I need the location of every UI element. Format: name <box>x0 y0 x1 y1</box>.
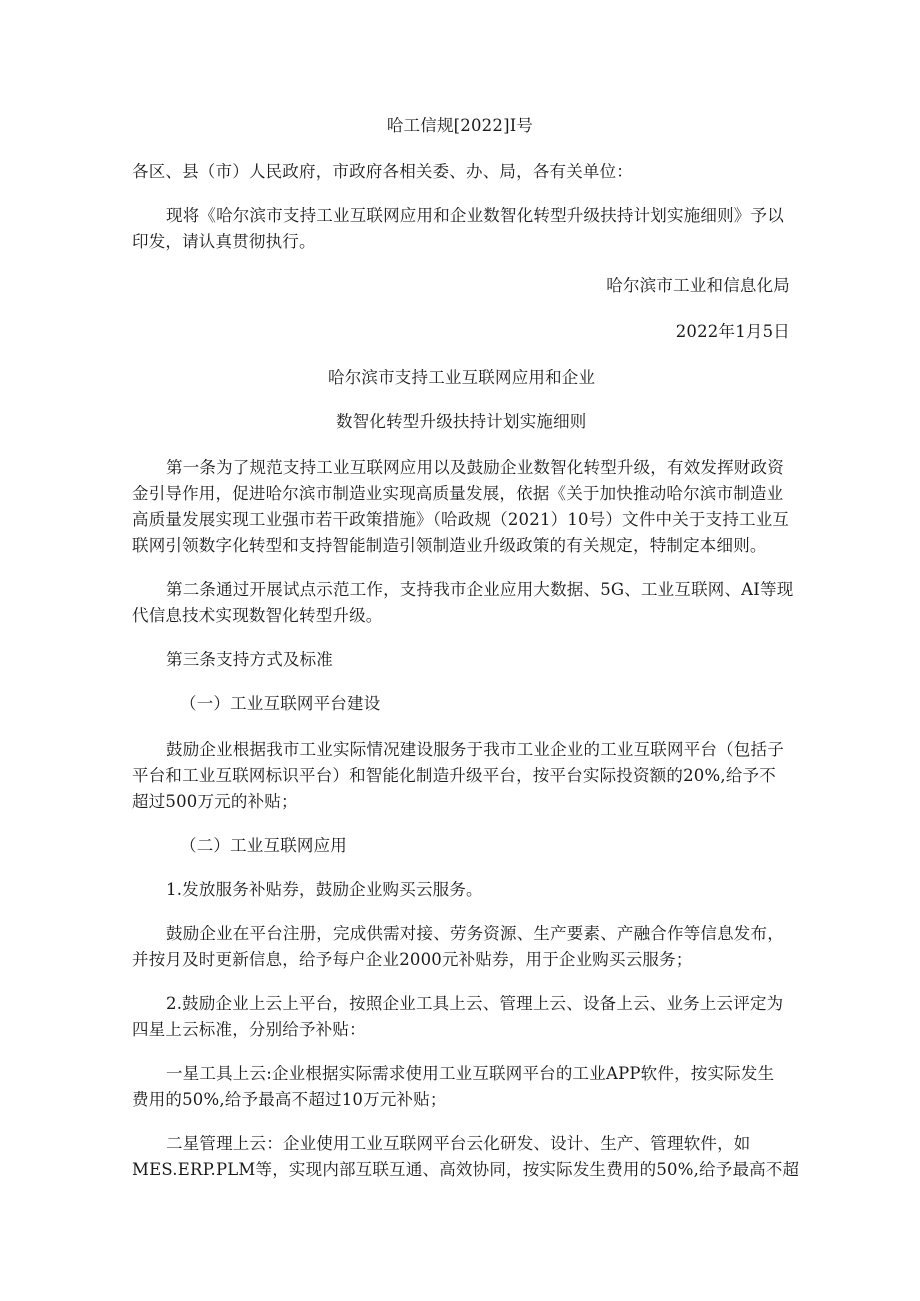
issue-date: 2022年1月5日 <box>675 322 790 341</box>
notice-line: 印发，请认真贯彻执行。 <box>132 232 316 251</box>
article1-line: 高质量发展实现工业强市若干政策措施》（哈政规（2021）10号）文件中关于支持工业互 <box>132 510 790 529</box>
item1-heading: 1.发放服务补贴券，鼓励企业购买云服务。 <box>166 880 483 899</box>
salutation: 各区、县（市）人民政府，市政府各相关委、办、局，各有关单位： <box>132 162 633 181</box>
star1-line: 费用的50%,给予最高不超过10万元补贴； <box>132 1090 447 1109</box>
item1-line: 并按月及时更新信息，给予每户企业2000元补贴券，用于企业购买云服务； <box>132 950 693 969</box>
star2-line: MES.ERP.PLM等，实现内部互联互通、高效协同，按实际发生费用的50%,给予最高不超 <box>132 1160 800 1179</box>
item2-line: 2.鼓励企业上云上平台，按照企业工具上云、管理上云、设备上云、业务上云评定为 <box>166 994 784 1013</box>
article1-line: 金引导作用，促进哈尔滨市制造业实现高质量发展，依据《关于加快推动哈尔滨市制造业 <box>132 484 784 503</box>
article3-heading: 第三条支持方式及标准 <box>166 650 333 669</box>
item1-line: 鼓励企业在平台注册，完成供需对接、劳务资源、生产要素、产融合作等信息发布， <box>166 924 784 943</box>
doc-number: 哈工信规[2022]I号 <box>386 116 534 135</box>
article1-line: 联网引领数字化转型和支持智能制造引领制造业升级政策的有关规定，特制定本细则。 <box>132 536 767 555</box>
document-title-line: 哈尔滨市支持工业互联网应用和企业 <box>328 368 596 387</box>
star2-line: 二星管理上云：企业使用工业互联网平台云化研发、设计、生产、管理软件，如 <box>166 1134 751 1153</box>
article2-line: 代信息技术实现数智化转型升级。 <box>132 606 383 625</box>
notice-line: 现将《哈尔滨市支持工业互联网应用和企业数智化转型升级扶持计划实施细则》予以 <box>166 206 784 225</box>
section1-heading: （一）工业互联网平台建设 <box>180 694 381 713</box>
document-title-line: 数智化转型升级扶持计划实施细则 <box>336 412 587 431</box>
section1-line: 平台和工业互联网标识平台）和智能化制造升级平台，按平台实际投资额的20%,给予不 <box>132 766 776 785</box>
section2-heading: （二）工业互联网应用 <box>180 836 347 855</box>
section1-line: 鼓励企业根据我市工业实际情况建设服务于我市工业企业的工业互联网平台（包括子 <box>166 740 784 759</box>
star1-line: 一星工具上云:企业根据实际需求使用工业互联网平台的工业APP软件，按实际发生 <box>166 1064 775 1083</box>
item2-line: 四星上云标准，分别给予补贴： <box>132 1020 366 1039</box>
issuer: 哈尔滨市工业和信息化局 <box>606 276 790 295</box>
article1-line: 第一条为了规范支持工业互联网应用以及鼓励企业数智化转型升级，有效发挥财政资 <box>166 458 784 477</box>
article2-line: 第二条通过开展试点示范工作，支持我市企业应用大数据、5G、工业互联网、AI等现 <box>166 580 794 599</box>
section1-line: 超过500万元的补贴； <box>132 792 298 811</box>
